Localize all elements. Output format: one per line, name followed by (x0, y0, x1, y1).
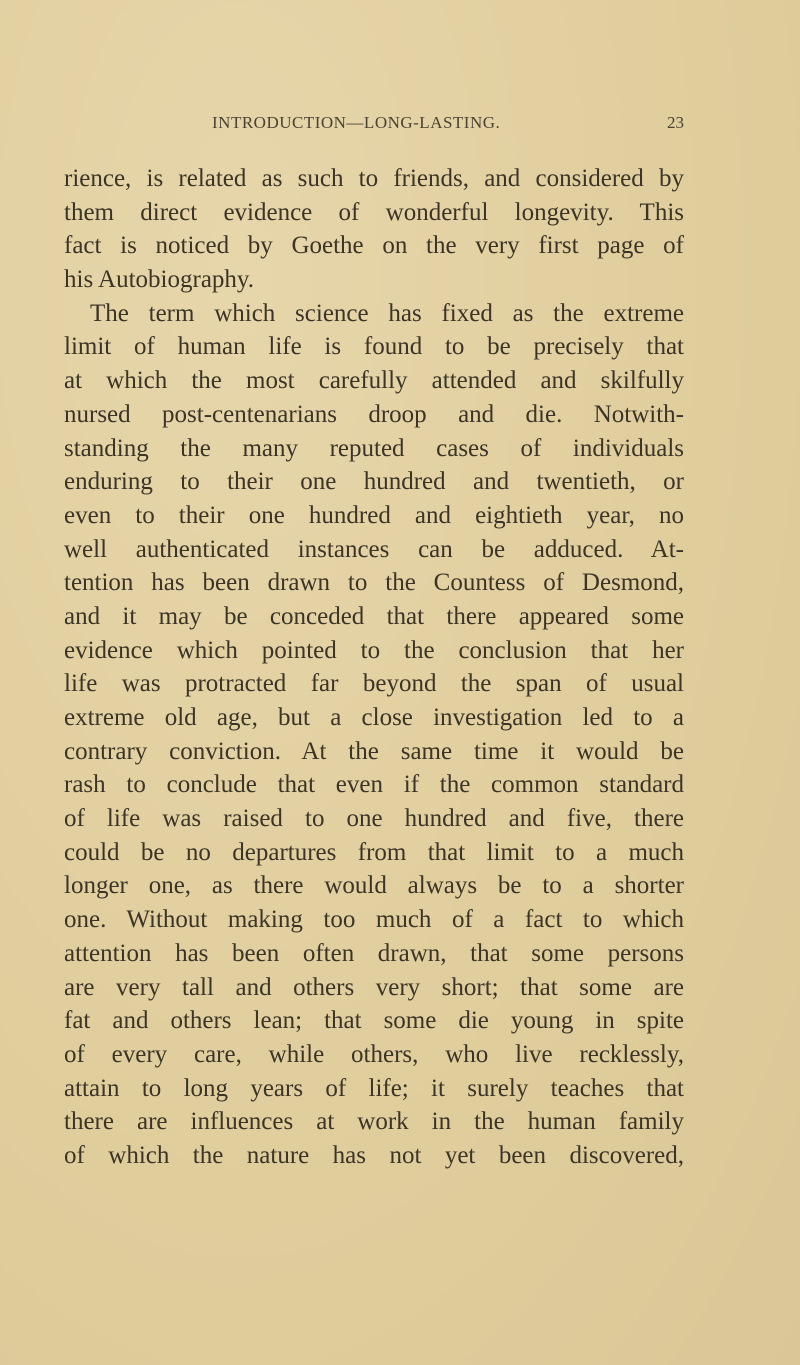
running-head: INTRODUCTION—LONG-LASTING. (212, 113, 501, 132)
text-line: evidence which pointed to the conclusion that her (64, 636, 684, 664)
text-line: and it may be conceded that there appeared some (64, 602, 684, 630)
text-line: life was protracted far beyond the span of usual (64, 670, 684, 698)
text-line: enduring to their one hundred and twentieth, or (64, 468, 684, 496)
text-line: extreme old age, but a close investigation led to a (64, 704, 684, 731)
page-header (64, 113, 684, 137)
page-number: 23 (667, 113, 684, 132)
text-line: longer one, as there would always be to a shorter (64, 872, 684, 900)
text-line: The term which science has fixed as the extreme (90, 299, 684, 327)
text-line: tention has been drawn to the Countess of Desmond, (64, 569, 684, 597)
text-line: of life was raised to one hundred and five, there (64, 805, 684, 833)
text-line: are very tall and others very short; that some are (64, 973, 684, 1001)
text-line: limit of human life is found to be precisely that (64, 333, 684, 361)
text-line: fat and others lean; that some die young in spite (64, 1007, 684, 1035)
text-line: attain to long years of life; it surely teaches that (64, 1074, 684, 1102)
text-line: could be no departures from that limit to a much (64, 838, 684, 866)
text-line: them direct evidence of wonderful longevity. This (64, 198, 684, 226)
text-line: nursed post-centenarians droop and die. Notwith- (64, 400, 684, 428)
text-line: there are influences at work in the human family (64, 1108, 684, 1136)
text-line: one. Without making too much of a fact to which (64, 906, 684, 934)
text-line: standing the many reputed cases of individuals (64, 434, 684, 462)
text-line: of every care, while others, who live recklessly, (64, 1040, 684, 1068)
text-line: rience, is related as such to friends, and considered by (64, 165, 684, 192)
text-line: attention has been often drawn, that some persons (64, 939, 684, 967)
text-line: fact is noticed by Goethe on the very first page of (64, 232, 684, 260)
text-line: at which the most carefully attended and skilfully (64, 367, 684, 395)
text-line: well authenticated instances can be adduced. At- (64, 535, 684, 563)
text-line: of which the nature has not yet been discovered, (64, 1141, 684, 1169)
body-text (64, 162, 684, 1173)
text-line: contrary conviction. At the same time it would be (64, 737, 684, 765)
text-line: rash to conclude that even if the common standard (64, 771, 684, 799)
text-line: his Autobiography. (64, 266, 255, 294)
text-line: even to their one hundred and eightieth year, no (64, 501, 684, 529)
